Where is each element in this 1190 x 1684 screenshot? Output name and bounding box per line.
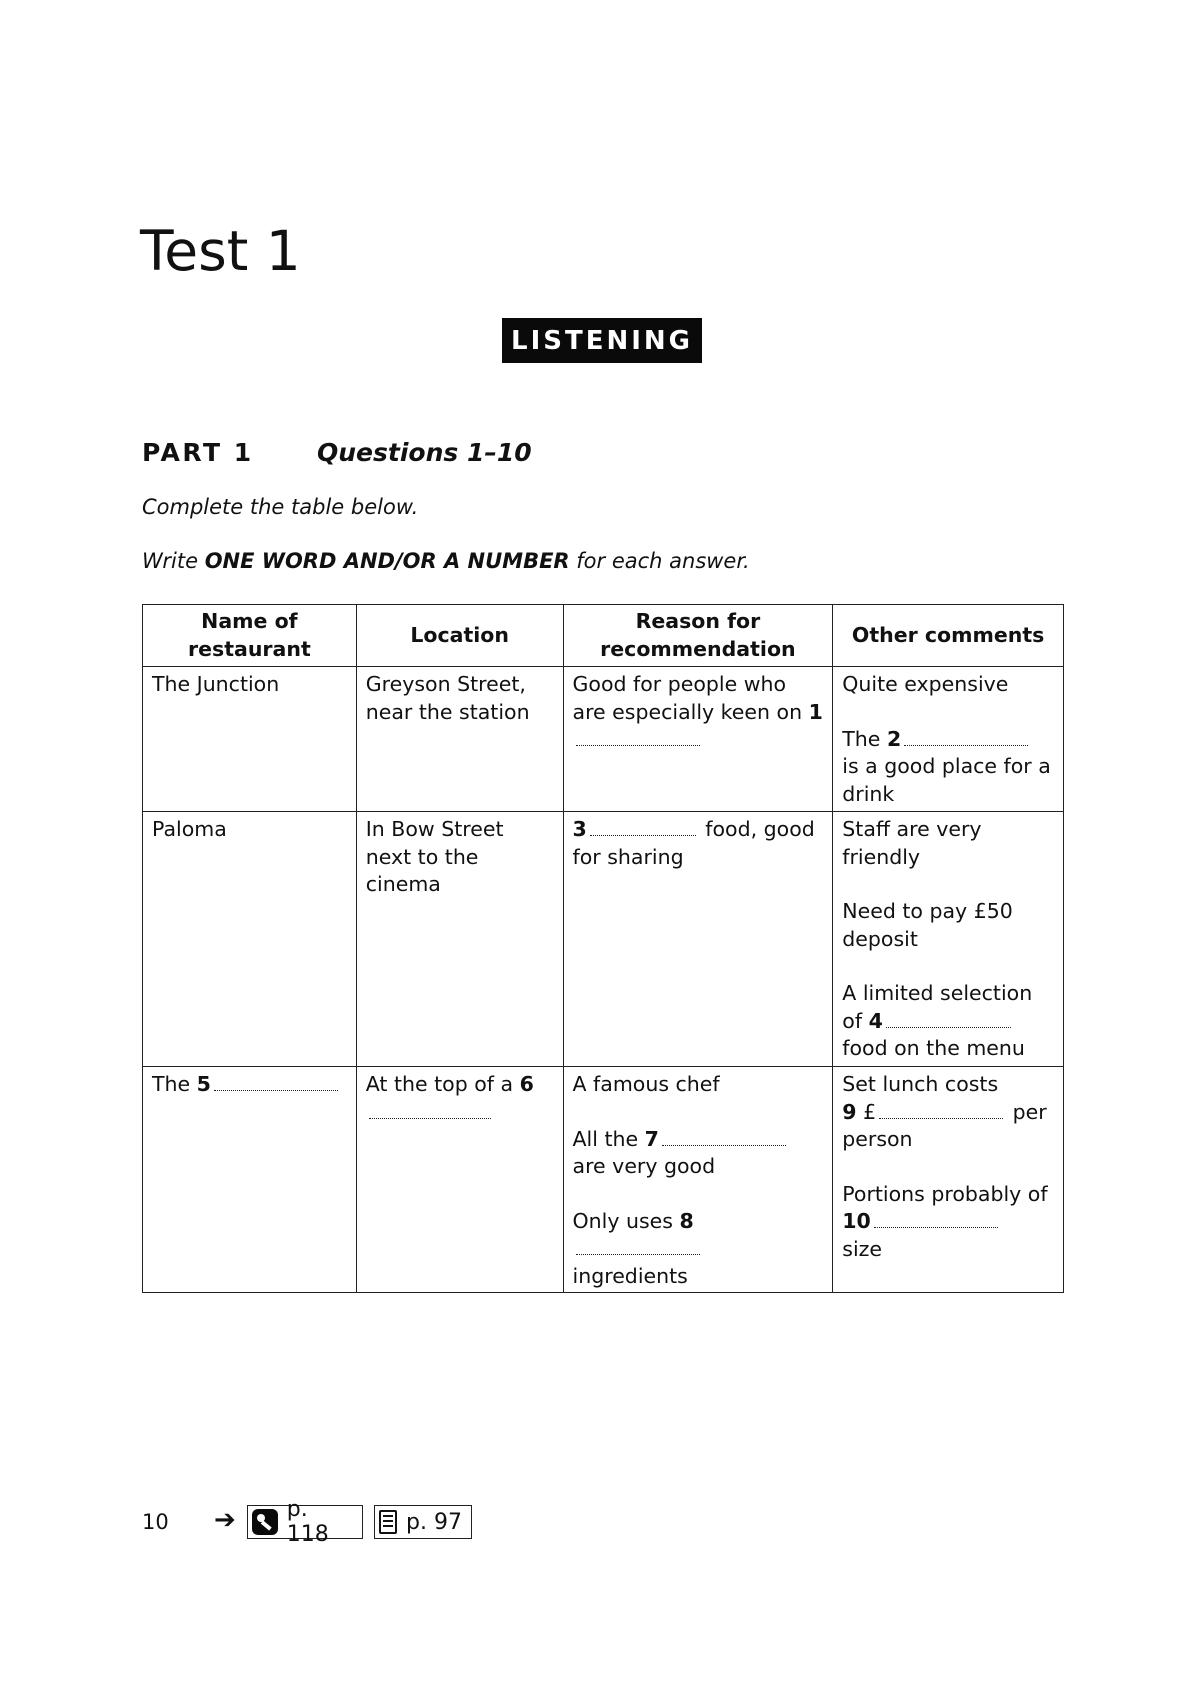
comment-text: size [842,1236,883,1261]
questions-range: Questions 1–10 [317,438,532,467]
cell-reason [563,1067,833,1293]
header-reason: Reason for recommendation [563,605,833,667]
location-text: At the top of a [365,1072,520,1096]
part-label: PART 1 [142,438,254,467]
currency-symbol: £ [856,1099,877,1124]
question-number: 8 [679,1208,694,1233]
key-icon [252,1509,278,1535]
answer-blank-8[interactable] [576,1248,700,1255]
instruction-word-limit-bold: ONE WORD AND/OR A NUMBER [204,549,570,573]
answer-blank-10[interactable] [874,1221,998,1228]
comment-text: is a good place for a drink [842,754,1051,806]
question-number: 2 [886,726,902,751]
cell-comments [833,667,1064,812]
answer-blank-3[interactable] [590,829,696,836]
document-icon [379,1510,397,1534]
comment-with-blank [842,980,1054,1063]
location-text: Greyson Street, near the station [365,672,530,724]
comment-text: per person [842,1099,1047,1151]
restaurant-name: Paloma [152,817,227,841]
transcript-reference[interactable] [374,1505,472,1539]
reason-text: ingredients [572,1263,688,1288]
reason-text: food, good for sharing [572,817,815,869]
cell-location [356,812,563,1067]
instruction-word-limit [142,549,750,573]
answer-key-reference[interactable] [247,1497,363,1547]
restaurant-name: The Junction [152,672,280,696]
restaurant-table [142,604,1064,1293]
comment-text: Staff are very friendly [842,817,982,869]
answer-blank-9[interactable] [879,1112,1003,1119]
cell-reason [563,667,833,812]
part-heading [142,436,532,470]
reason-with-blank [573,1126,824,1181]
cell-comments [833,812,1064,1067]
header-location: Location [356,605,563,667]
table-header-row [143,605,1064,667]
comment-text: food on the menu [842,1036,1025,1060]
reason-text: All the [572,1126,645,1151]
cell-name [143,812,357,1067]
answer-blank-7[interactable] [662,1139,786,1146]
header-name-of-restaurant: Name of restaurant [143,605,357,667]
comment-with-blank [842,1181,1054,1264]
comment-text: A limited selection of [842,981,1033,1033]
cell-location [356,667,563,812]
comment-text: Portions probably of [842,1181,1048,1206]
answer-blank-5[interactable] [214,1084,338,1091]
cell-comments [833,1067,1064,1293]
restaurant-name: The [152,1072,197,1096]
table-row [143,812,1064,1067]
question-number: 10 [842,1209,871,1233]
instruction-prefix: Write [142,549,205,573]
question-number: 9 [842,1099,857,1124]
answer-blank-2[interactable] [904,739,1028,746]
reason-text: Good for people who are especially keen on [572,672,809,724]
comment-text: Need to pay £50 deposit [842,899,1013,951]
cell-reason [563,812,833,1067]
instruction-suffix: for each answer. [569,549,750,573]
question-number: 7 [644,1126,659,1151]
cell-location [356,1067,563,1293]
header-other-comments: Other comments [833,605,1064,667]
section-badge-listening: LISTENING [502,318,702,363]
reason-text: are very good [572,1154,716,1178]
reason-with-blank [573,1208,824,1291]
instruction-complete-table: Complete the table below. [142,495,419,519]
comment-text: Quite expensive [842,672,1009,696]
location-text: In Bow Street next to the cinema [365,817,504,896]
page-number: 10 [142,1510,169,1534]
cell-name [143,1067,357,1293]
question-number: 4 [868,1008,883,1033]
answer-blank-1[interactable] [576,739,700,746]
test-title: Test 1 [140,219,301,283]
comment-text: Set lunch costs [842,1072,999,1096]
comment-with-blank [842,726,1054,809]
comment-text: The [842,726,887,751]
table-row [143,667,1064,812]
cell-name [143,667,357,812]
answer-blank-6[interactable] [369,1112,491,1119]
table-row [143,1067,1064,1293]
question-number: 6 [519,1072,534,1096]
question-number: 3 [572,817,587,841]
comment-with-blank [842,1071,1054,1154]
arrow-right-icon: ➔ [214,1505,236,1535]
answer-blank-4[interactable] [886,1021,1011,1028]
question-number: 1 [808,699,823,724]
answer-key-page: p. 118 [286,1497,329,1547]
reason-text: A famous chef [572,1072,720,1096]
reason-text: Only uses [572,1208,680,1233]
question-number: 5 [196,1072,211,1096]
transcript-page: p. 97 [406,1509,462,1535]
